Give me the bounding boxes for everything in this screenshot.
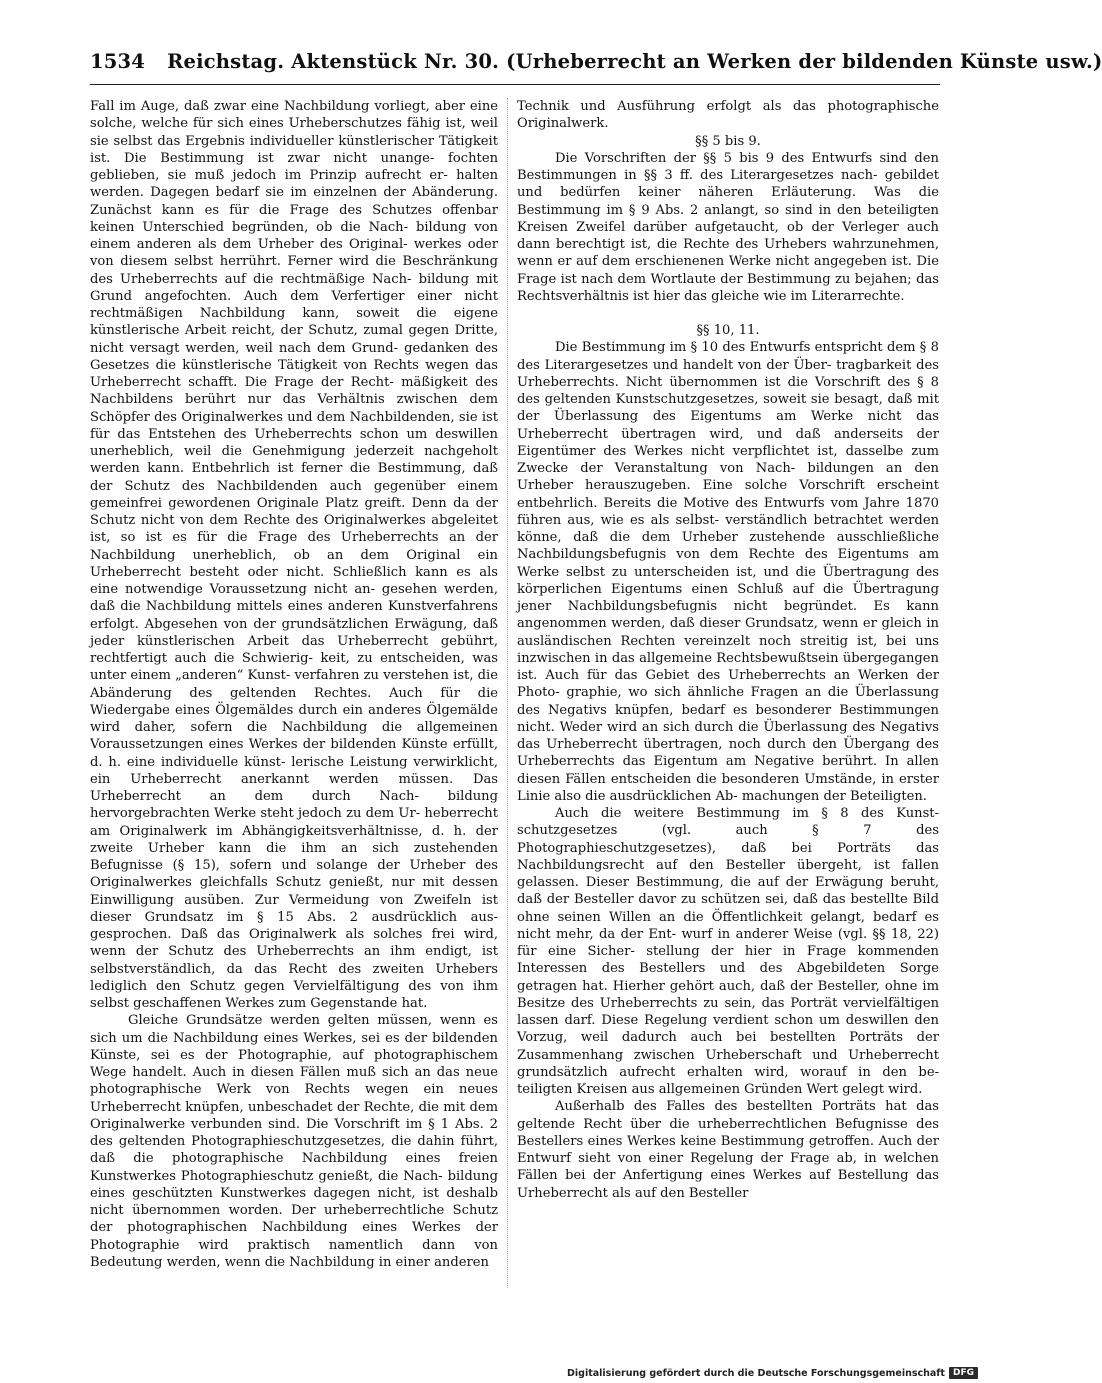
running-header	[90, 50, 1102, 80]
paragraph: Fall im Auge, daß zwar eine Nachbildung vorliegt, aber eine solche, welche für sich eines Urheberschutzes fähig ist, weil sie selbst das Ergebnis individueller künstlerischer Tätigkeit ist. Die Bestimmung ist zwar nicht unange- fochten geblieben, sie muß jedoch im Prinzip aufrecht er- halten werden. Dagegen bedarf sie im einzelnen der Abänderung. Zunächst kann es für die Frage des Schutzes offenbar keinen Unterschied begründen, ob die Nach- bildung von einem anderen als dem Urheber des Original- werkes oder von diesem selbst herrührt. Ferner wird die Beschränkung des Urheberrechts auf die rechtmäßige Nach- bildung mit Grund angefochten. Auch dem Verfertiger einer nicht rechtmäßigen Nachbildung kann, soweit die eigene künstlerische Arbeit reicht, der Schutz, zumal gegen Dritte, nicht versagt werden, weil nach dem Grund- gedanken des Gesetzes die künstlerische Tätigkeit von Rechts wegen das Urheberrecht schafft. Die Frage der Recht- mäßigkeit des Nachbildens berührt nur das Verhältnis zwischen dem Schöpfer des Originalwerkes und dem Nachbildenden, sie ist für das Entstehen des Urheberrechts schon um deswillen unerheblich, weil die Genehmigung jederzeit nachgeholt werden kann. Entbehrlich ist ferner die Bestimmung, daß der Schutz des Nachbildenden auch gegenüber einem gemeinfrei gewordenen Originale Platz greift. Denn da der Schutz nicht von dem Rechte des Originalwerkes abgeleitet ist, so ist es für die Frage des Urheberrechts an der Nachbildung unerheblich, ob an dem Original ein Urheberrecht besteht oder nicht. Schließlich kann es als eine notwendige Voraussetzung nicht an- gesehen werden, daß die Nachbildung mittels eines anderen Kunstverfahrens erfolgt. Abgesehen von der grundsätzlichen Erwägung, daß jeder künstlerischen Arbeit das Urheberrecht gebührt, rechtfertigt auch die Schwierig- keit, zu entscheiden, was unter einem „anderen“ Kunst- verfahren zu verstehen ist, die Abänderung des geltenden Rechtes. Auch für die Wiedergabe eines Ölgemäldes durch ein anderes Ölgemälde wird daher, sofern die Nachbildung die allgemeinen Voraussetzungen eines Werkes der bildenden Künste erfüllt, d. h. eine individuelle künst- lerische Leistung verwirklicht, ein Urheberrecht anerkannt werden müssen. Das Urheberrecht an dem durch Nach- bildung hervorgebrachten Werke steht jedoch zu dem Ur- heberrecht am Originalwerk im Abhängigkeitsverhältnisse, d. h. der zweite Urheber kann die ihm an sich zustehenden Befugnisse (§ 15), sofern und solange der Urheber des Originalwerkes gleichfalls Schutz genießt, nur mit dessen Einwilligung ausüben. Zur Vermeidung von Zweifeln ist dieser Grundsatz im § 15 Abs. 2 ausdrücklich aus- gesprochen. Daß das Originalwerk als solches frei wird, wenn der Schutz des Urheberrechts an ihm endigt, ist selbstverständlich, da das Recht des zweiten Urhebers lediglich den Schutz gegen Vervielfältigung des von ihm selbst geschaffenen Werkes zum Gegenstande hat.	[90, 99, 498, 1011]
paragraph: Die Bestimmung im § 10 des Entwurfs entspricht dem § 8 des Literargesetzes und handelt von der Über- tragbarkeit des Urheberrechts. Nicht übernommen ist die Vorschrift des § 8 des geltenden Kunstschutzgesetzes, soweit sie besagt, daß mit der Überlassung des Eigentums am Werke nicht das Urheberrecht übertragen wird, und daß anderseits der Eigentümer des Werkes nicht verpflichtet ist, dasselbe zum Zwecke der Veranstaltung von Nach- bildungen an den Urheber herauszugeben. Eine solche Vorschrift erscheint entbehrlich. Bereits die Motive des Entwurfs vom Jahre 1870 führen aus, wie es als selbst- verständlich betrachtet werden könne, daß die dem Urheber zustehende ausschließliche Nachbildungsbefugnis von dem Rechte des Eigentums am Werke selbst zu unterscheiden ist, und die Übertragung des körperlichen Eigentums einen Schluß auf die Übertragung jener Nachbildungsbefugnis nicht begründet. Es kann angenommen werden, daß dieser Grundsatz, wenn er gleich in ausländischen Rechten vereinzelt noch streitig ist, bei uns inzwischen in das allgemeine Rechtsbewußtsein übergegangen ist. Auch für das Gebiet des Urheberrechts an Werken der Photo- graphie, wo sich ähnliche Fragen an die Überlassung des Negativs knüpfen, bedarf es besonderer Bestimmungen nicht. Weder wird an sich durch die Überlassung des Negativs das Urheberrecht übertragen, noch durch den Übergang des Urheberrechts das Eigentum am Negative berührt. In allen diesen Fällen entscheiden die besonderen Umstände, in erster Linie also die ausdrücklichen Ab- machungen der Beteiligten.	[517, 340, 939, 804]
page-number: 1534	[90, 50, 146, 73]
dfg-logo: DFG	[949, 1367, 978, 1379]
column-divider	[507, 98, 508, 1288]
header-title: Reichstag. Aktenstück Nr. 30. (Urheberrecht an Werken der bildenden Künste usw.)	[167, 50, 1102, 73]
paragraph: Außerhalb des Falles des bestellten Porträts hat das geltende Recht über die urheberrechtlichen Befugnisse des Bestellers eines Werkes keine Bestimmung getroffen. Auch der Entwurf sieht von einer Regelung der Frage ab, in welchen Fällen bei der Anfertigung eines Werkes auf Bestellung das Urheberrecht als auf den Besteller	[517, 1099, 939, 1201]
paragraph: Gleiche Grundsätze werden gelten müssen, wenn es sich um die Nachbildung eines Werkes, sei es der bildenden Künste, sei es der Photographie, auf photographischem Wege handelt. Auch in diesen Fällen muß sich an das neue photographische Werk von Rechts wegen ein neues Urheberrecht knüpfen, unbeschadet der Rechte, die mit dem Originalwerke verbunden sind. Die Vorschrift im § 1 Abs. 2 des geltenden Photographieschutzgesetzes, die dahin führt, daß die photographische Nachbildung eines freien Kunstwerkes Photographieschutz genießt, die Nach- bildung eines geschützten Kunstwerkes dagegen nicht, ist deshalb nicht übernommen worden. Der urheberrechtliche Schutz der photographischen Nachbildung eines Werkes der Photographie wird praktisch namentlich dann von Bedeutung werden, wenn die Nachbildung in einer anderen	[90, 1013, 498, 1270]
left-column	[90, 98, 498, 1271]
paragraph: Technik und Ausführung erfolgt als das photographische Originalwerk.	[517, 99, 939, 132]
paragraph: Auch die weitere Bestimmung im § 8 des Kunst- schutzgesetzes (vgl. auch § 7 des Photographieschutzgesetzes), daß bei Porträts das Nachbildungsrecht auf den Besteller übergeht, ist fallen gelassen. Dieser Bestimmung, die auf der Erwägung beruht, daß der Besteller davor zu schützen sei, daß das bestellte Bild ohne seinen Willen an die Öffentlichkeit gelangt, bedarf es nicht mehr, da der Ent- wurf in anderer Weise (vgl. §§ 18, 22) für eine Sicher- stellung der hier in Frage kommenden Interessen des Bestellers und des Abgebildeten Sorge getragen hat. Hierher gehört auch, daß der Besteller, ohne im Besitze des Urheberrechts zu sein, das Porträt vervielfältigen lassen darf. Diese Regelung verdient schon um deswillen den Vorzug, weil dadurch auch bei bestellten Porträts der Zusammenhang zwischen Urheberschaft und Urheberrecht grundsätzlich aufrecht erhalten wird, worauf in den be- teiligten Kreisen aus allgemeinen Gründen Wert gelegt wird.	[517, 806, 939, 1097]
header-rule	[90, 84, 940, 85]
paragraph: Die Vorschriften der §§ 5 bis 9 des Entwurfs sind den Bestimmungen in §§ 3 ff. des Literargesetzes nach- gebildet und bedürfen keiner näheren Erläuterung. Was die Bestimmung im § 9 Abs. 2 anlangt, so sind in den beteiligten Kreisen Zweifel darüber aufgetaucht, ob der Verleger auch dann berechtigt ist, die Rechte des Urhebers wahrzunehmen, wenn er auf dem erschienenen Werke nicht angegeben ist. Die Frage ist nach dem Wortlaute der Bestimmung zu bejahen; das Rechtsverhältnis ist hier das gleiche wie im Literarrechte.	[517, 150, 939, 304]
footer-text: Digitalisierung gefördert durch die Deutsche Forschungsgemeinschaft	[567, 1367, 945, 1379]
section-heading: §§ 10, 11.	[696, 323, 760, 338]
section-heading: §§ 5 bis 9.	[695, 133, 761, 149]
right-column	[517, 98, 939, 1202]
digitization-footer	[567, 1367, 978, 1379]
